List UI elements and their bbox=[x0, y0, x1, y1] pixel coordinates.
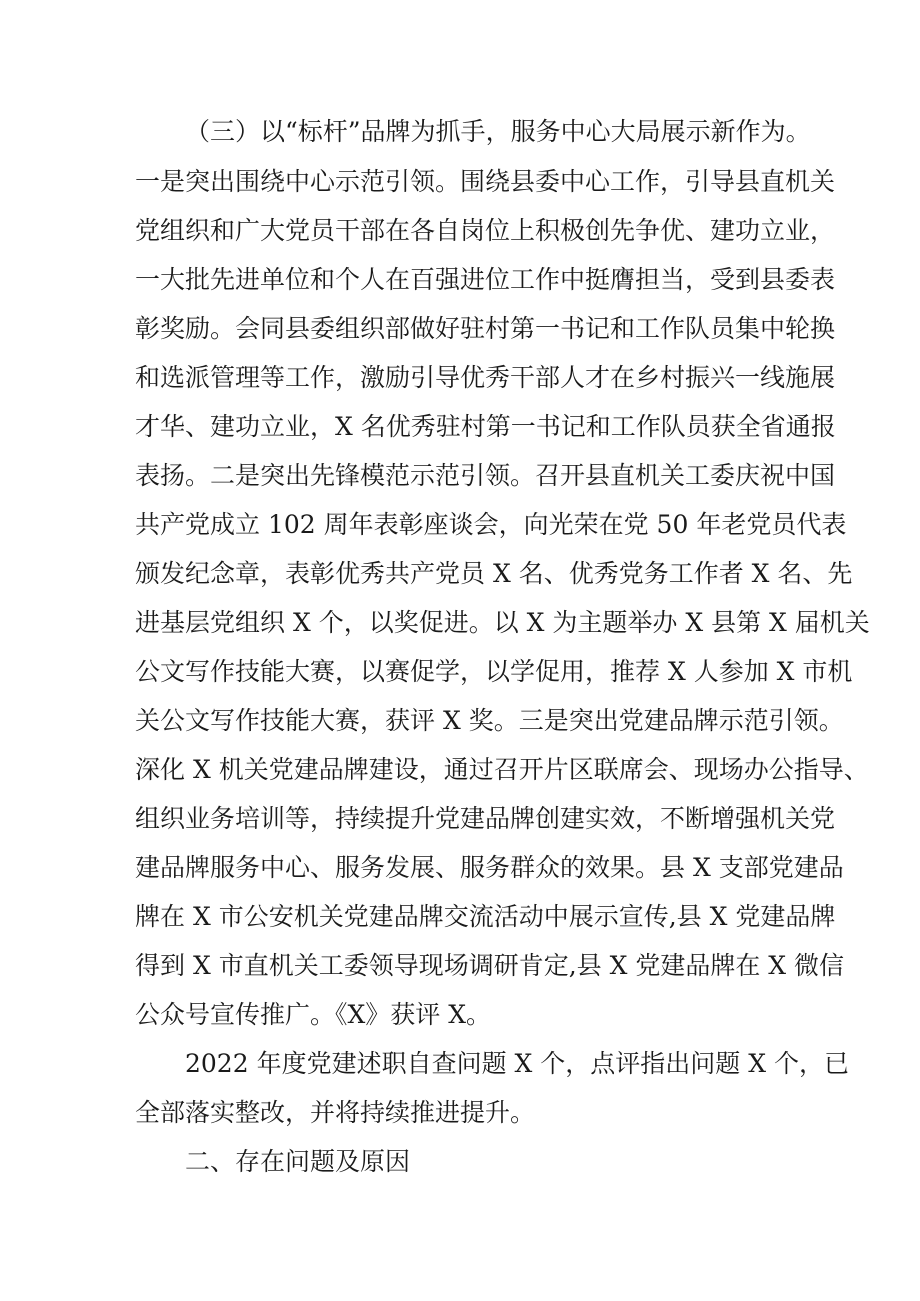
paragraph-1-line-5: 彰奖励。会同县委组织部做好驻村第一书记和工作队员集中轮换 bbox=[135, 314, 836, 343]
paragraph-1-line-11: 进基层党组织 X 个，以奖促进。以 X 为主题举办 X 县第 X 届机关 bbox=[135, 608, 870, 637]
paragraph-1-line-17: 牌在 X 市公安机关党建品牌交流活动中展示宣传,县 X 党建品牌 bbox=[135, 902, 836, 931]
paragraph-1-line-9: 共产党成立 102 周年表彰座谈会，向光荣在党 50 年老党员代表 bbox=[135, 510, 847, 539]
paragraph-1-line-13: 关公文写作技能大赛，获评 X 奖。三是突出党建品牌示范引领。 bbox=[135, 706, 844, 735]
paragraph-1-line-4: 一大批先进单位和个人在百强进位工作中挺膺担当，受到县委表 bbox=[135, 265, 836, 294]
paragraph-1-line-2: 一是突出围绕中心示范引领。围绕县委中心工作，引导县直机关 bbox=[135, 167, 836, 196]
paragraph-1-line-15: 组织业务培训等，持续提升党建品牌创建实效，不断增强机关党 bbox=[135, 804, 836, 833]
paragraph-1-line-18: 得到 X 市直机关工委领导现场调研肯定,县 X 党建品牌在 X 微信 bbox=[135, 951, 845, 980]
paragraph-1-line-3: 党组织和广大党员干部在各自岗位上积极创先争优、建功立业， bbox=[135, 216, 836, 245]
paragraph-2-line-1: 2022 年度党建述职自查问题 X 个，点评指出问题 X 个，已 bbox=[185, 1049, 849, 1078]
paragraph-1-line-16: 建品牌服务中心、服务发展、服务群众的效果。县 X 支部党建品 bbox=[135, 853, 844, 882]
paragraph-1-line-6: 和选派管理等工作，激励引导优秀干部人才在乡村振兴一线施展 bbox=[135, 363, 836, 392]
paragraph-1-line-8: 表扬。二是突出先锋模范示范引领。召开县直机关工委庆祝中国 bbox=[135, 461, 836, 490]
paragraph-2-line-2: 全部落实整改，并将持续推进提升。 bbox=[135, 1098, 536, 1127]
paragraph-1-line-1: （三）以“标杆”品牌为抓手，服务中心大局展示新作为。 bbox=[185, 117, 811, 146]
paragraph-1-line-19: 公众号宣传推广。《X》获评 X。 bbox=[135, 1000, 492, 1029]
section-heading: 二、存在问题及原因 bbox=[185, 1147, 411, 1176]
paragraph-1-line-14: 深化 X 机关党建品牌建设，通过召开片区联席会、现场办公指导、 bbox=[135, 755, 869, 784]
paragraph-1-line-10: 颁发纪念章，表彰优秀共产党员 X 名、优秀党务工作者 X 名、先 bbox=[135, 559, 853, 588]
paragraph-1-line-12: 公文写作技能大赛，以赛促学，以学促用，推荐 X 人参加 X 市机 bbox=[135, 657, 853, 686]
paragraph-1-line-7: 才华、建功立业，X 名优秀驻村第一书记和工作队员获全省通报 bbox=[135, 412, 836, 441]
